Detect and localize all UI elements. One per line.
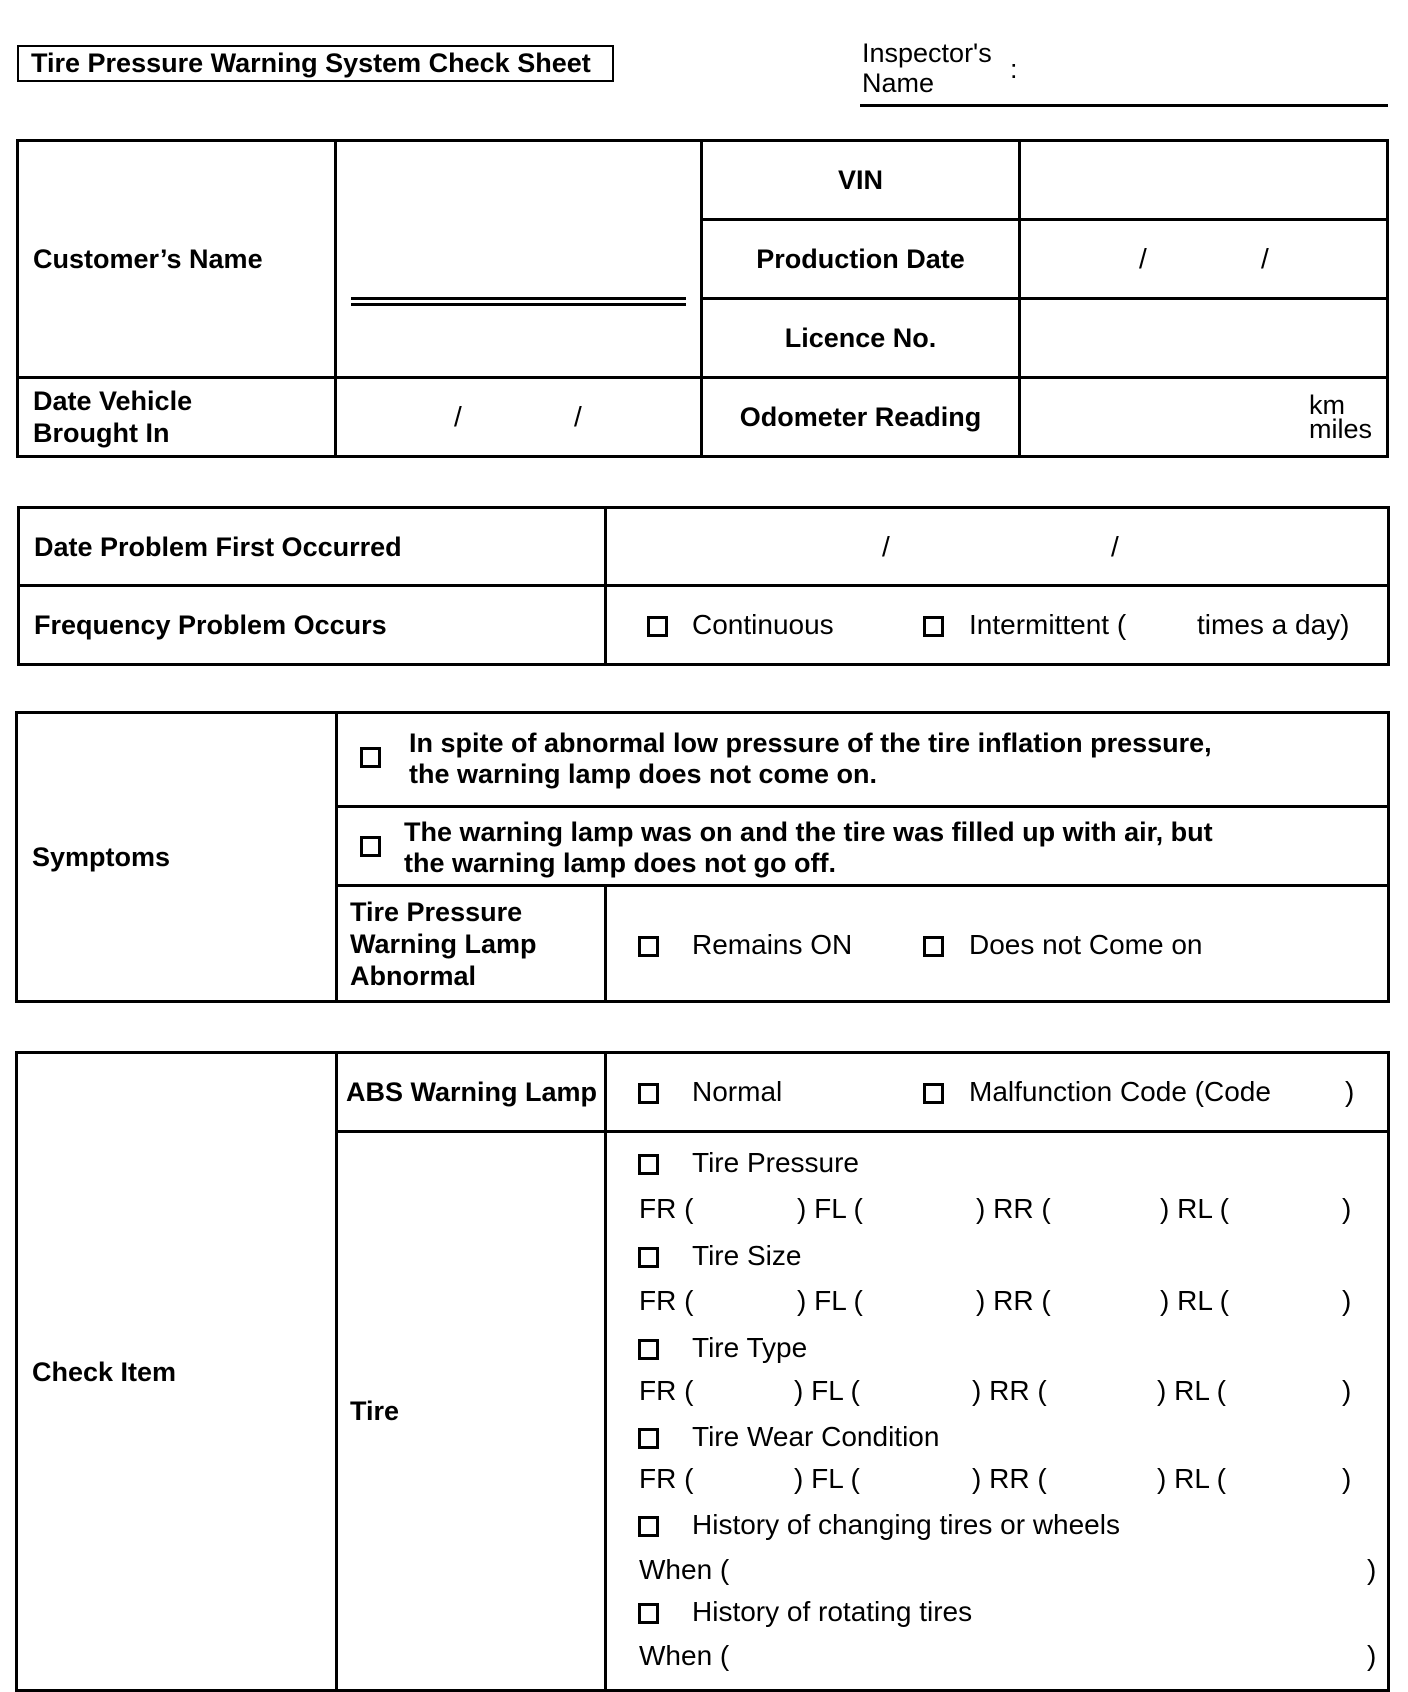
remains-on-checkbox[interactable] (638, 936, 659, 957)
customer-name-field[interactable] (336, 141, 702, 378)
does-not-come-on-label: Does not Come on (969, 929, 1203, 960)
problem-table (17, 506, 1390, 666)
vin-field[interactable] (1020, 141, 1388, 220)
tire-label: Tire (337, 1132, 606, 1691)
date-brought-field[interactable]: / / (336, 378, 702, 457)
date-brought-label: Date Vehicle Brought In (18, 378, 336, 457)
intermittent-checkbox[interactable] (923, 616, 944, 637)
production-date-label: Production Date (702, 220, 1020, 299)
abs-malfunction-checkbox[interactable] (923, 1083, 944, 1104)
production-date-field[interactable]: / / (1020, 220, 1388, 299)
warning-lamp-abnormal-label: Tire Pressure Warning Lamp Abnormal (337, 886, 606, 1002)
history-changing-checkbox[interactable] (638, 1516, 659, 1537)
continuous-checkbox[interactable] (647, 616, 668, 637)
tire-size-checkbox[interactable] (638, 1247, 659, 1268)
inspector-name-field[interactable] (860, 104, 1388, 107)
check-item-label: Check Item (17, 1053, 337, 1691)
page-title: Tire Pressure Warning System Check Sheet (17, 45, 614, 82)
abs-normal-checkbox[interactable] (638, 1083, 659, 1104)
tire-type-checkbox[interactable] (638, 1339, 659, 1360)
date-first-occurred-label: Date Problem First Occurred (19, 508, 606, 586)
date-first-occurred-field[interactable]: / / (606, 508, 1389, 586)
abs-options: Normal Malfunction Code (Code ) (606, 1053, 1389, 1132)
intermittent-label: Intermittent ( (969, 609, 1127, 640)
customer-name-label: Customer’s Name (18, 141, 336, 378)
frequency-label: Frequency Problem Occurs (19, 586, 606, 665)
odometer-field[interactable]: km miles (1020, 378, 1388, 457)
does-not-come-on-checkbox[interactable] (923, 936, 944, 957)
licence-field[interactable] (1020, 299, 1388, 378)
abs-malfunction-label: Malfunction Code (Code (969, 1076, 1271, 1107)
licence-label: Licence No. (702, 299, 1020, 378)
symptom-1: In spite of abnormal low pressure of the tire inflation pressure, the warning lamp does not come on. (337, 713, 1389, 807)
symptom-2: The warning lamp was on and the tire was filled up with air, but the warning lamp does not go off. (337, 807, 1389, 886)
tire-check-items: Tire Pressure FR ( ) FL ( ) RR ( ) RL ( ) Tire Size FR ( ) FL ( ) RR ( ) RL ( ) Tire Type FR ( ) FL ( ) RR ( ) RL ( ) Tire Wear Condition FR ( ) FL ( ) RR ( ) RL ( ) History of changing tires or wheels When ( ) History of rotating tires When ( ) (606, 1132, 1389, 1691)
check-item-table (15, 1051, 1390, 1692)
vehicle-info-table (16, 139, 1389, 458)
abs-warning-lamp-label: ABS Warning Lamp (337, 1053, 606, 1132)
vin-label: VIN (702, 141, 1020, 220)
tire-pressure-checkbox[interactable] (638, 1154, 659, 1175)
symptom-2-checkbox[interactable] (360, 836, 381, 857)
frequency-options (606, 586, 1389, 665)
tire-wear-checkbox[interactable] (638, 1428, 659, 1449)
inspector-colon: : (1010, 54, 1018, 84)
continuous-label: Continuous (692, 609, 834, 640)
odometer-label: Odometer Reading (702, 378, 1020, 457)
history-rotating-checkbox[interactable] (638, 1603, 659, 1624)
warning-lamp-options (606, 886, 1389, 1002)
symptoms-table (15, 711, 1390, 1003)
inspector-label: Inspector's Name (862, 38, 992, 98)
times-a-day-label: times a day) (1197, 609, 1350, 640)
symptom-1-checkbox[interactable] (360, 747, 381, 768)
abs-normal-label: Normal (692, 1076, 783, 1107)
symptoms-label: Symptoms (17, 713, 337, 1002)
remains-on-label: Remains ON (692, 929, 853, 960)
